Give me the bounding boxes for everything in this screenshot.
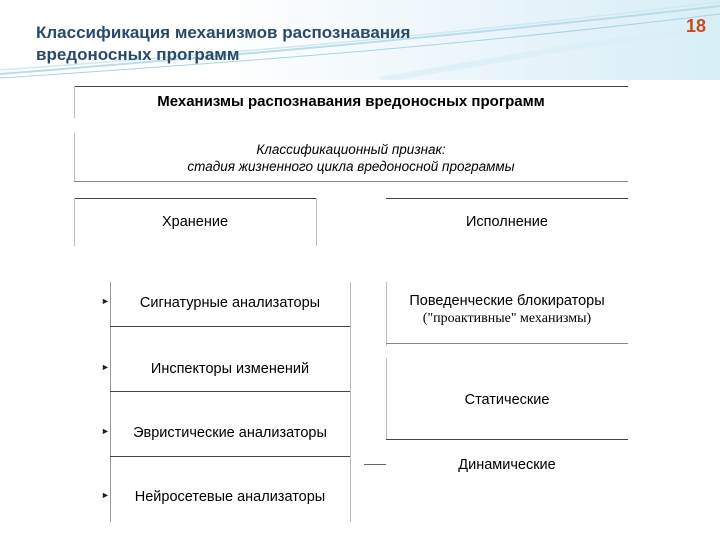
criterion-line-2: стадия жизненного цикла вредоносной программы — [187, 159, 515, 174]
arrow-right-icon: ► — [101, 296, 110, 306]
behavior-bottom-border — [386, 343, 628, 344]
root-top-border — [74, 86, 628, 87]
storage-right-border — [316, 198, 317, 246]
arrow-right-icon: ► — [101, 426, 110, 436]
root-node: Механизмы распознавания вредоносных программ — [157, 93, 545, 110]
slide-number: 18 — [685, 16, 706, 36]
dynamic-node: Динамические — [458, 457, 556, 473]
static-bottom-border — [386, 439, 628, 440]
behavior-blockers-node — [386, 292, 628, 328]
storage-item-heuristic: Эвристические анализаторы — [133, 425, 327, 441]
criterion-line-1: Классификационный признак: — [256, 142, 446, 157]
arrow-right-icon: ► — [101, 362, 110, 372]
slide-title — [36, 22, 506, 66]
storage-item-divider — [110, 326, 350, 327]
static-node: Статические — [464, 392, 550, 408]
behavior-line-2: ("проактивные" механизмы) — [422, 311, 592, 326]
storage-items-left-rail — [110, 282, 111, 522]
slide-title-line-2: вредоносных программ — [36, 45, 240, 64]
storage-top-border — [74, 198, 316, 199]
execution-top-border — [386, 198, 628, 199]
storage-item-divider — [110, 391, 350, 392]
criterion-bottom-border — [74, 181, 628, 182]
storage-item-change-inspectors: Инспекторы изменений — [150, 361, 310, 377]
criterion-node — [74, 141, 628, 175]
storage-item-neural: Нейросетевые анализаторы — [134, 489, 326, 505]
execution-node: Исполнение — [466, 214, 548, 230]
storage-item-divider — [110, 456, 350, 457]
slide-title-line-1: Классификация механизмов распознавания — [36, 23, 411, 42]
storage-items-right-rail — [350, 282, 351, 522]
arrow-right-icon: ► — [101, 490, 110, 500]
dynamic-connector — [364, 464, 386, 465]
storage-item-signature: Сигнатурные анализаторы — [139, 295, 321, 311]
storage-node: Хранение — [161, 214, 229, 230]
behavior-line-1: Поведенческие блокираторы — [409, 293, 605, 309]
